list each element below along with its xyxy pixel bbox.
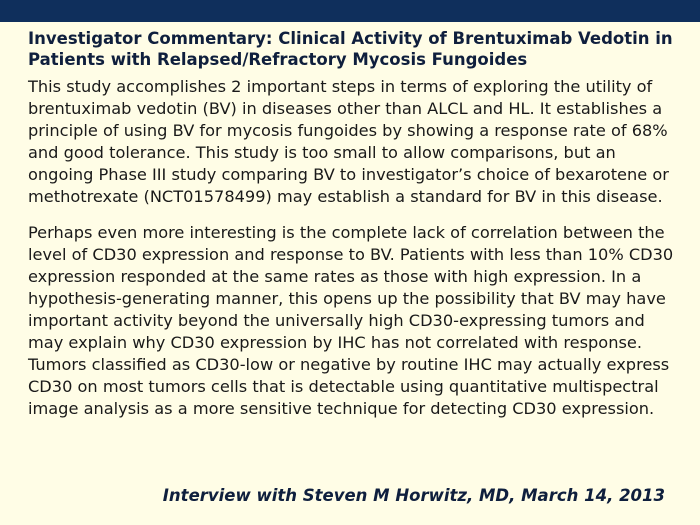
interview-credit: Interview with Steven M Horwitz, MD, March 14, 2013	[162, 486, 665, 505]
paragraph-1: This study accomplishes 2 important steps in terms of exploring the utility of brentuximab vedotin (BV) in diseases other than ALCL and HL. It establishes a principle of using BV for mycosis fungoides by showing a response rate of 68% and good tolerance. This study is too small to allow comparisons, but an ongoing Phase III study comparing BV to investigator’s choice of bexarotene or methotrexate (NCT01578499) may establish a standard for BV in this disease.	[28, 77, 669, 206]
slide-content	[28, 28, 678, 428]
paragraph-2: Perhaps even more interesting is the complete lack of correlation between the level of CD30 expression and response to BV. Patients with less than 10% CD30 expression responded at the same rates as those with high expression. In a hypothesis-generating manner, this opens up the possibility that BV may have important activity beyond the universally high CD30-expressing tumors and may explain why CD30 expression by IHC has not correlated with response. Tumors classified as CD30-low or negative by routine IHC may actually express CD30 on most tumors cells that is detectable using quantitative multispectral image analysis as a more sensitive technique for detecting CD30 expression.	[28, 223, 674, 418]
header-bar	[0, 0, 700, 22]
slide-title: Investigator Commentary: Clinical Activity of Brentuximab Vedotin in Patients with Relapsed/Refractory Mycosis Fungoides	[28, 29, 673, 69]
